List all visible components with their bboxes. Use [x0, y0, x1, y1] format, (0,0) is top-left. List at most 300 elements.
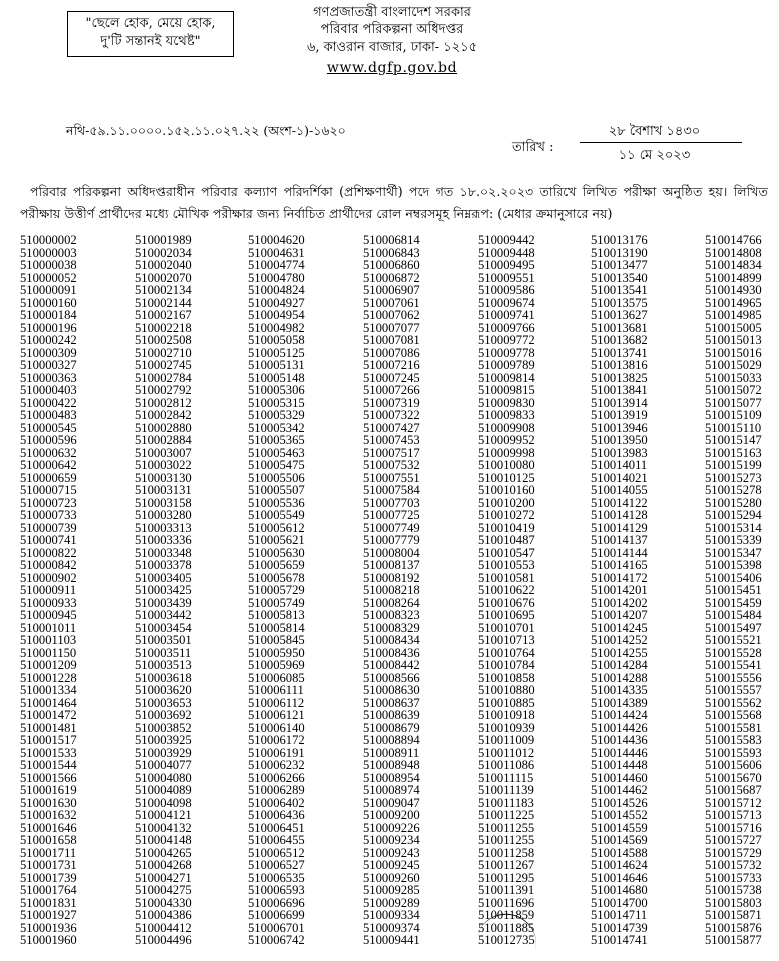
roll-number: 510003022 [135, 458, 192, 472]
roll-number: 510005729 [248, 583, 305, 597]
roll-number: 510000659 [20, 470, 77, 485]
roll-number: 510003620 [135, 683, 192, 697]
roll-number: 510015727 [705, 833, 762, 847]
roll-number: 510011009 [478, 733, 535, 747]
roll-number: 510013477 [591, 258, 648, 272]
roll-number: 510001334 [20, 683, 77, 697]
roll-number: 510008434 [363, 633, 420, 647]
roll-number: 510002710 [135, 345, 192, 360]
roll-number: 510008566 [363, 670, 420, 685]
roll-number: 510015716 [705, 820, 762, 835]
roll-number: 510000596 [20, 433, 77, 447]
website-link[interactable]: www.dgfp.gov.bd [326, 60, 458, 76]
roll-number: 510006111 [248, 683, 304, 697]
roll-number: 510004412 [135, 920, 192, 935]
roll-number: 510001960 [20, 933, 77, 947]
date-bangla: ২৮ বৈশাখ ১৪৩০ [608, 124, 701, 139]
roll-number: 510000038 [20, 258, 77, 272]
roll-number: 510005536 [248, 495, 305, 510]
roll-number: 510014460 [591, 770, 648, 785]
roll-number: 510008264 [363, 595, 420, 610]
roll-number: 510014128 [591, 508, 648, 522]
roll-column-4 [363, 234, 420, 947]
roll-number: 510004496 [135, 933, 192, 947]
roll-number: 510014055 [591, 483, 648, 497]
roll-number: 510015484 [705, 608, 762, 622]
roll-number: 510010622 [478, 583, 535, 597]
roll-number: 510014284 [591, 658, 648, 672]
roll-number: 510009814 [478, 370, 535, 385]
roll-number: 510008679 [363, 720, 420, 735]
roll-number: 510007453 [363, 433, 420, 447]
roll-number: 510014165 [591, 558, 648, 572]
roll-number: 510006172 [248, 733, 305, 747]
roll-number: 510000933 [20, 595, 77, 610]
roll-number: 510005365 [248, 433, 305, 447]
roll-number: 510010880 [478, 683, 535, 697]
roll-number: 510013682 [591, 333, 648, 347]
roll-number: 510009243 [363, 845, 420, 860]
roll-number: 510001731 [20, 858, 77, 872]
roll-number: 510011012 [478, 745, 535, 760]
roll-number: 510008894 [363, 733, 420, 747]
roll-number: 510000184 [20, 308, 77, 322]
roll-number: 510008637 [363, 695, 420, 710]
roll-number: 510015729 [705, 845, 762, 860]
roll-number: 510000052 [20, 270, 77, 285]
roll-number: 510007517 [363, 445, 420, 460]
roll-number: 510009908 [478, 420, 535, 435]
roll-number: 510000091 [20, 283, 77, 297]
roll-number: 510010160 [478, 483, 535, 497]
roll-number: 510009442 [478, 233, 535, 247]
roll-column-7 [705, 234, 762, 947]
roll-number: 510008974 [363, 783, 420, 797]
roll-number: 510004098 [135, 795, 192, 810]
roll-number: 510002884 [135, 433, 192, 447]
roll-number: 510014129 [591, 520, 648, 535]
roll-number: 510000309 [20, 345, 77, 360]
roll-number: 510013841 [591, 383, 648, 397]
roll-number: 510000902 [20, 570, 77, 585]
roll-number: 510014899 [705, 270, 762, 285]
roll-number: 510010784 [478, 658, 535, 672]
roll-number: 510007319 [363, 395, 420, 410]
roll-number: 510002508 [135, 333, 192, 347]
roll-number: 510009778 [478, 345, 535, 360]
roll-number: 510015013 [705, 333, 762, 347]
roll-number: 510014207 [591, 608, 648, 622]
roll-number: 510015199 [705, 458, 762, 472]
roll-number: 510004121 [135, 808, 192, 822]
roll-number: 510007532 [363, 458, 420, 472]
roll-number: 510006266 [248, 770, 305, 785]
roll-number: 510004927 [248, 295, 305, 310]
roll-number: 510006191 [248, 745, 305, 760]
roll-number: 510007551 [363, 470, 420, 485]
roll-number: 510006402 [248, 795, 305, 810]
roll-number: 510013575 [591, 295, 648, 310]
roll-column-1 [20, 234, 77, 947]
roll-number: 510001464 [20, 695, 77, 710]
roll-number: 510005969 [248, 658, 305, 672]
roll-column-5 [478, 234, 535, 947]
date-divider [580, 142, 742, 143]
roll-number: 510003378 [135, 558, 192, 572]
roll-number: 510011295 [478, 870, 535, 885]
roll-number: 510009285 [363, 883, 420, 897]
roll-number: 510005148 [248, 370, 305, 385]
roll-number: 510015877 [705, 933, 762, 947]
roll-number: 510009551 [478, 270, 535, 285]
roll-number: 510001150 [20, 645, 77, 660]
roll-number: 510003454 [135, 620, 192, 635]
roll-number: 510004268 [135, 858, 192, 872]
roll-number: 510014930 [705, 283, 762, 297]
roll-number: 510003007 [135, 445, 192, 460]
roll-number: 510009374 [363, 920, 420, 935]
roll-number: 510001989 [135, 233, 192, 247]
roll-number: 510001927 [20, 908, 77, 922]
roll-number: 510001566 [20, 770, 77, 785]
roll-number: 510005058 [248, 333, 305, 347]
roll-number: 510014424 [591, 708, 648, 722]
roll-number: 510002218 [135, 320, 192, 335]
roll-number: 510014739 [591, 920, 648, 935]
roll-number: 510009334 [363, 908, 420, 922]
roll-number: 510014335 [591, 683, 648, 697]
roll-number: 510004265 [135, 845, 192, 860]
roll-number: 510004954 [248, 308, 305, 322]
roll-number: 510015110 [705, 420, 762, 435]
roll-number: 510015147 [705, 433, 762, 447]
roll-number: 510014144 [591, 545, 648, 560]
roll-number: 510006436 [248, 808, 305, 822]
roll-number: 510015280 [705, 495, 762, 510]
roll-number: 510010553 [478, 558, 535, 572]
roll-number: 510013914 [591, 395, 648, 410]
roll-number: 510000327 [20, 358, 77, 372]
roll-number: 510009289 [363, 895, 420, 910]
roll-number: 510014202 [591, 595, 648, 610]
roll-number: 510002745 [135, 358, 192, 372]
roll-number: 510004275 [135, 883, 192, 897]
roll-number: 510009741 [478, 308, 535, 322]
roll-number: 510009833 [478, 408, 535, 422]
roll-number: 510015738 [705, 883, 762, 897]
roll-number: 510015005 [705, 320, 762, 335]
roll-number: 510003618 [135, 670, 192, 685]
office-address: ৬, কাওরান বাজার, ঢাকা- ১২১৫ [306, 40, 478, 55]
roll-number: 510001481 [20, 720, 77, 735]
slogan-line-2: দু'টি সন্তানই যথেষ্ট" [100, 34, 201, 49]
roll-number: 510015583 [705, 733, 762, 747]
roll-number: 510014965 [705, 295, 762, 310]
roll-number: 510013741 [591, 345, 648, 360]
roll-number: 510015541 [705, 658, 762, 672]
roll-number: 510000739 [20, 520, 77, 535]
roll-number: 510010487 [478, 533, 535, 547]
roll-number: 510014552 [591, 808, 648, 822]
roll-number: 510008323 [363, 608, 420, 622]
roll-number: 510001646 [20, 820, 77, 835]
roll-number: 510004077 [135, 758, 192, 772]
roll-number: 510005131 [248, 358, 305, 372]
roll-number: 510006140 [248, 720, 305, 735]
roll-number: 510005315 [248, 395, 305, 410]
roll-number: 510007427 [363, 420, 420, 435]
roll-number: 510010939 [478, 720, 535, 735]
roll-number: 510015581 [705, 720, 762, 735]
roll-number: 510004330 [135, 895, 192, 910]
roll-number: 510002134 [135, 283, 192, 297]
roll-number: 510015347 [705, 545, 762, 560]
roll-number: 510008329 [363, 620, 420, 635]
roll-number: 510007703 [363, 495, 420, 510]
roll-number: 510011391 [478, 883, 535, 897]
roll-number: 510003925 [135, 733, 192, 747]
roll-number: 510006907 [363, 283, 420, 297]
roll-number: 510014426 [591, 720, 648, 735]
roll-number: 510011255 [478, 833, 535, 847]
roll-number: 510014526 [591, 795, 648, 810]
roll-number: 510009495 [478, 258, 535, 272]
roll-number: 510001103 [20, 633, 77, 647]
roll-number: 510014462 [591, 783, 648, 797]
roll-number: 510004148 [135, 833, 192, 847]
roll-number: 510001658 [20, 833, 77, 847]
roll-number: 510014448 [591, 758, 648, 772]
roll-number: 510006455 [248, 833, 305, 847]
roll-number: 510006814 [363, 233, 420, 247]
notice-intro: পরিবার পরিকল্পনা অধিদপ্তরাধীন পরিবার কল্যাণ পরিদর্শিকা (প্রশিক্ষণার্থী) পদে গত ১৮.০২.২০২৩ তারিখে লিখিত পরীক্ষা অনুষ্ঠিত হয়। লিখিত পরীক্ষায় উত্তীর্ণ প্রার্থীদের মধ্যে মৌখিক পরীক্ষার জন্য নির্বাচিত প্রার্থীদের রোল নম্বরসমূহ নিম্নরূপ: (মেধার ক্রমানুসারে নয়) [20, 184, 768, 221]
roll-number: 510015072 [705, 383, 762, 397]
roll-number: 510000741 [20, 533, 77, 547]
roll-number: 510014252 [591, 633, 648, 647]
roll-number: 510006112 [248, 695, 305, 710]
roll-number: 510010200 [478, 495, 535, 510]
roll-number: 510015339 [705, 533, 762, 547]
roll-number: 510003405 [135, 570, 192, 585]
roll-number: 510005506 [248, 470, 305, 485]
roll-number: 510009448 [478, 245, 535, 260]
roll-number: 510008004 [363, 545, 420, 560]
roll-number: 510014680 [591, 883, 648, 897]
roll-number: 510009815 [478, 383, 535, 397]
roll-number: 510000422 [20, 395, 77, 410]
roll-number: 510004620 [248, 233, 305, 247]
roll-number: 510009047 [363, 795, 420, 810]
roll-number: 510007725 [363, 508, 420, 522]
roll-number: 510005813 [248, 608, 305, 622]
roll-number: 510010125 [478, 470, 535, 485]
roll-number: 510006593 [248, 883, 305, 897]
roll-number: 510010080 [478, 458, 535, 472]
roll-number: 510015406 [705, 570, 762, 585]
roll-number: 510015459 [705, 595, 762, 610]
roll-number: 510005475 [248, 458, 305, 472]
roll-number: 510009441 [363, 933, 420, 947]
roll-number: 510015278 [705, 483, 762, 497]
roll-number: 510015273 [705, 470, 762, 485]
roll-number: 510015109 [705, 408, 762, 422]
government-name: গণপ্রজাতন্ত্রী বাংলাদেশ সরকার [313, 5, 471, 20]
roll-number: 510014559 [591, 820, 648, 835]
roll-number: 510009245 [363, 858, 420, 872]
roll-number: 510014436 [591, 733, 648, 747]
roll-number: 510004089 [135, 783, 192, 797]
roll-number: 510003130 [135, 470, 192, 485]
roll-number: 510015670 [705, 770, 762, 785]
roll-number: 510003501 [135, 633, 192, 647]
roll-number: 510011258 [478, 845, 535, 860]
roll-number: 510012735 [478, 933, 535, 947]
roll-number: 510015029 [705, 358, 762, 372]
roll-number: 510003439 [135, 595, 192, 610]
roll-number: 510005621 [248, 533, 305, 547]
roll-number: 510015033 [705, 370, 762, 385]
roll-number: 510009586 [478, 283, 535, 297]
roll-number: 510010272 [478, 508, 535, 522]
roll-number: 510004774 [248, 258, 305, 272]
date-block [512, 119, 742, 169]
roll-number: 510000911 [20, 583, 77, 597]
roll-number: 510008639 [363, 708, 420, 722]
roll-number: 510006085 [248, 670, 305, 685]
roll-number: 510005845 [248, 633, 305, 647]
roll-number: 510014700 [591, 895, 648, 910]
roll-number: 510003852 [135, 720, 192, 735]
roll-number: 510009674 [478, 295, 535, 310]
slogan-line-1: "ছেলে হোক, মেয়ে হোক, [85, 16, 216, 31]
letterhead [272, 4, 512, 78]
roll-number: 510014766 [705, 233, 762, 247]
roll-number: 510014985 [705, 308, 762, 322]
roll-number: 510001764 [20, 883, 77, 897]
roll-number: 510002034 [135, 245, 192, 260]
roll-number: 510005342 [248, 420, 305, 435]
roll-number: 510001228 [20, 670, 77, 685]
roll-number: 510009998 [478, 445, 535, 460]
roll-number: 510015713 [705, 808, 762, 822]
roll-number: 510011139 [478, 783, 534, 797]
roll-number: 510015557 [705, 683, 762, 697]
roll-number: 510015871 [705, 908, 762, 922]
roll-number: 510001630 [20, 795, 77, 810]
roll-number: 510006527 [248, 858, 305, 872]
roll-number: 510001831 [20, 895, 77, 910]
roll-number: 510011885 [478, 920, 535, 935]
roll-number: 510010547 [478, 545, 535, 560]
roll-number: 510000822 [20, 545, 77, 560]
roll-number: 510006742 [248, 933, 305, 947]
slogan-box [67, 11, 234, 57]
roll-number: 510014122 [591, 495, 648, 510]
roll-number: 510006872 [363, 270, 420, 285]
roll-number: 510003336 [135, 533, 192, 547]
roll-number: 510000723 [20, 495, 77, 510]
roll-number: 510004080 [135, 770, 192, 785]
roll-number: 510007779 [363, 533, 420, 547]
roll-number: 510015593 [705, 745, 762, 760]
roll-number: 510015687 [705, 783, 762, 797]
roll-number: 510003348 [135, 545, 192, 560]
roll-number: 510015314 [705, 520, 762, 535]
roll-number: 510003929 [135, 745, 192, 760]
roll-number: 510000002 [20, 233, 77, 247]
roll-number: 510009766 [478, 320, 535, 335]
roll-number: 510007322 [363, 408, 420, 422]
roll-number: 510003513 [135, 658, 192, 672]
roll-number: 510011267 [478, 858, 535, 872]
roll-number: 510008442 [363, 658, 420, 672]
roll-number: 510003442 [135, 608, 192, 622]
roll-number: 510000715 [20, 483, 77, 497]
roll-number: 510005950 [248, 645, 305, 660]
roll-number: 510013176 [591, 233, 648, 247]
roll-number: 510014646 [591, 870, 648, 885]
roll-number: 510015398 [705, 558, 762, 572]
roll-number: 510000945 [20, 608, 77, 622]
roll-number: 510010764 [478, 645, 535, 660]
roll-number: 510002792 [135, 383, 192, 397]
roll-number: 510015562 [705, 695, 762, 710]
roll-number: 510007216 [363, 358, 420, 372]
roll-number: 510006860 [363, 258, 420, 272]
roll-number: 510006451 [248, 820, 305, 835]
roll-number: 510015016 [705, 345, 762, 360]
roll-number: 510003313 [135, 520, 192, 535]
roll-column-6 [591, 234, 648, 947]
roll-number: 510013190 [591, 245, 648, 260]
roll-number: 510013983 [591, 445, 648, 460]
roll-number: 510013681 [591, 320, 648, 335]
roll-number: 510015556 [705, 670, 762, 685]
roll-number: 510005678 [248, 570, 305, 585]
roll-number: 510001209 [20, 658, 77, 672]
roll-column-3 [248, 234, 305, 947]
roll-number: 510004631 [248, 245, 305, 260]
roll-column-2 [135, 234, 192, 947]
roll-number: 510003425 [135, 583, 192, 597]
roll-number: 510001472 [20, 708, 77, 722]
roll-number: 510015521 [705, 633, 762, 647]
roll-number: 510000545 [20, 420, 77, 435]
roll-number: 510000160 [20, 295, 77, 310]
roll-number: 510005749 [248, 595, 305, 610]
roll-number: 510000733 [20, 508, 77, 522]
roll-number: 510011086 [478, 758, 535, 772]
roll-number: 510005549 [248, 508, 305, 522]
roll-number: 510009260 [363, 870, 420, 885]
roll-number: 510000642 [20, 458, 77, 472]
roll-number: 510013950 [591, 433, 648, 447]
roll-number: 510001011 [20, 620, 77, 635]
roll-number: 510003131 [135, 483, 192, 497]
roll-number: 510015712 [705, 795, 762, 810]
roll-number: 510011183 [478, 795, 534, 810]
roll-number: 510010701 [478, 620, 535, 635]
roll-number: 510005329 [248, 408, 305, 422]
roll-number: 510002812 [135, 395, 192, 410]
roll-number: 510009234 [363, 833, 420, 847]
roll-number: 510014741 [591, 933, 648, 947]
roll-number: 510008192 [363, 570, 420, 585]
roll-number: 510001619 [20, 783, 77, 797]
roll-number: 510015606 [705, 758, 762, 772]
roll-number: 510005463 [248, 445, 305, 460]
roll-number: 510007245 [363, 370, 420, 385]
